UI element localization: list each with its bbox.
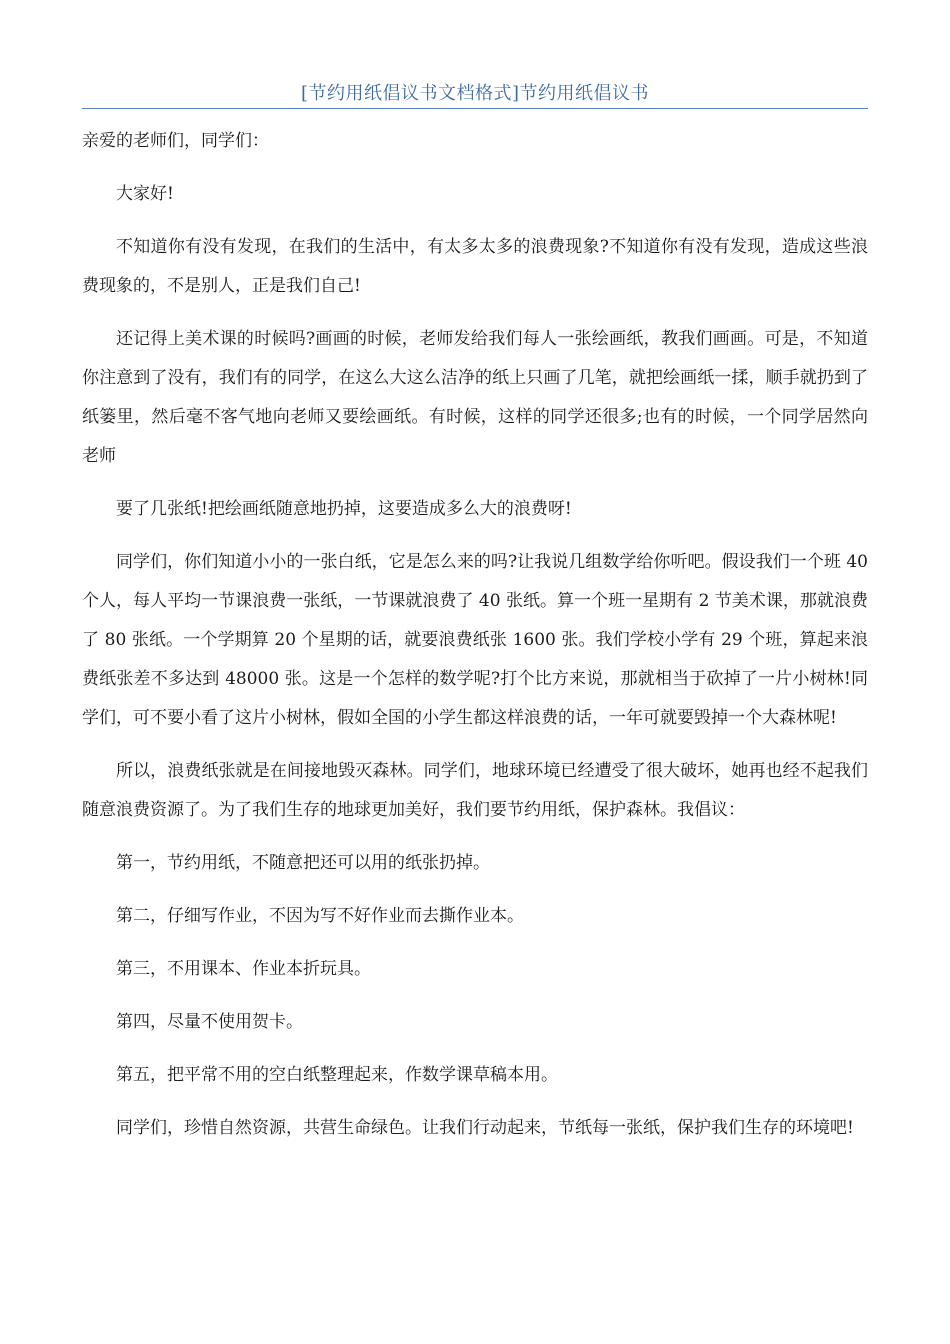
document-body	[82, 122, 868, 1162]
page-header-title: [节约用纸倡议书文档格式]节约用纸倡议书	[82, 80, 868, 109]
paragraph-closing: 同学们，珍惜自然资源，共营生命绿色。让我们行动起来，节纸每一张纸，保护我们生存的环境吧!	[116, 1118, 854, 1138]
proposal-item-5: 第五，把平常不用的空白纸整理起来，作数学课草稿本用。	[116, 1065, 558, 1085]
paragraph-proposal: 所以，浪费纸张就是在间接地毁灭森林。同学们，地球环境已经遭受了很大破坏，她再也经不起我们随意浪费资源了。为了我们生存的地球更加美好，我们要节约用纸，保护森林。我倡议：	[82, 761, 868, 820]
paragraph-greeting: 大家好!	[116, 184, 174, 204]
paragraph-intro: 不知道你有没有发现，在我们的生活中，有太多太多的浪费现象?不知道你有没有发现，造成这些浪费现象的，不是别人，正是我们自己!	[82, 237, 868, 296]
proposal-item-4: 第四，尽量不使用贺卡。	[116, 1012, 303, 1032]
proposal-item-1: 第一，节约用纸，不随意把还可以用的纸张扔掉。	[116, 853, 490, 873]
salutation: 亲爱的老师们，同学们：	[82, 131, 269, 151]
paragraph-art-class: 还记得上美术课的时候吗?画画的时候，老师发给我们每人一张绘画纸，教我们画画。可是，不知道你注意到了没有，我们有的同学，在这么大这么洁净的纸上只画了几笔，就把绘画纸一揉，顺手就扔到了纸篓里，然后毫不客气地向老师又要绘画纸。有时候，这样的同学还很多;也有的时候，一个同学居然向老师	[82, 329, 868, 466]
paragraph-waste: 要了几张纸!把绘画纸随意地扔掉，这要造成多么大的浪费呀!	[116, 499, 572, 519]
proposal-item-2: 第二，仔细写作业，不因为写不好作业而去撕作业本。	[116, 906, 524, 926]
paragraph-math: 同学们，你们知道小小的一张白纸，它是怎么来的吗?让我说几组数学给你听吧。假设我们一个班 40 个人，每人平均一节课浪费一张纸，一节课就浪费了 40 张纸。算一个班一星期有 2 节美术课，那就浪费了 80 张纸。一个学期算 20 个星期的话，就要浪费纸张 1600 张。我们学校小学有 29 个班，算起来浪费纸张差不多达到 48000 张。这是一个怎样的数学呢?打个比方来说，那就相当于砍掉了一片小树林!同学们，可不要小看了这片小树林，假如全国的小学生都这样浪费的话，一年可就要毁掉一个大森林呢!	[82, 552, 868, 728]
proposal-item-3: 第三，不用课本、作业本折玩具。	[116, 959, 371, 979]
